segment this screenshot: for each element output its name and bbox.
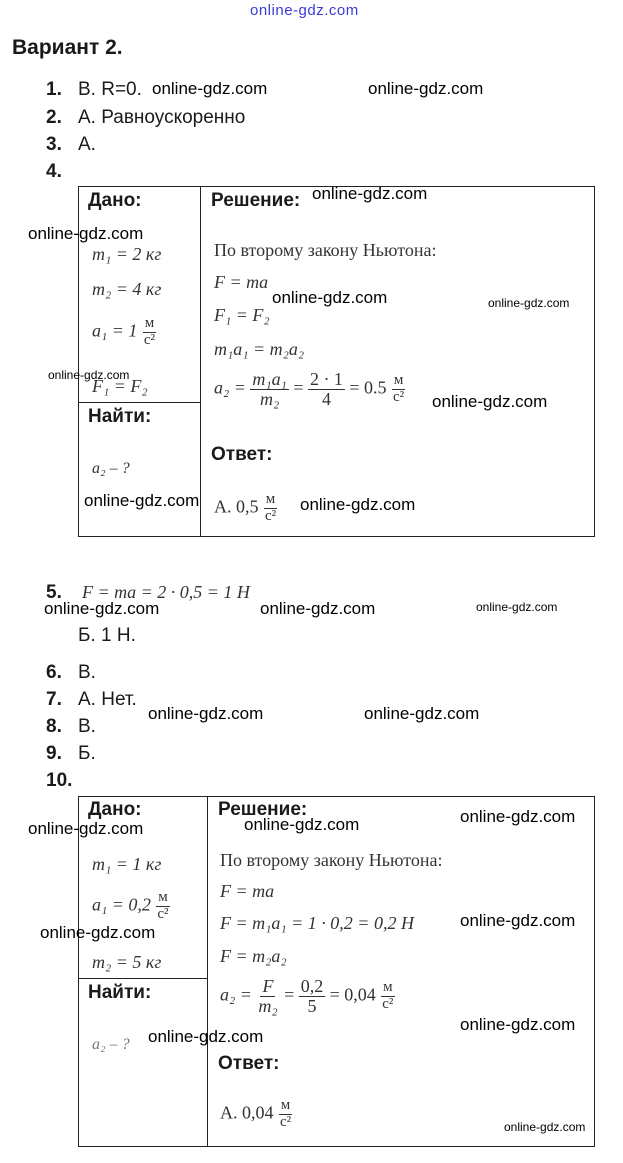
item-answer: В. R=0.: [78, 79, 142, 100]
given-m1: m₁ = 1 кг: [92, 854, 162, 874]
watermark: online-gdz.com: [272, 288, 388, 307]
watermark: online-gdz.com: [300, 495, 416, 514]
item-number: 7.: [46, 689, 62, 710]
watermark: online-gdz.com: [44, 599, 160, 618]
equation-fraction: a₂ = $\frac{F}{\text{m₂}}$ = $\frac{0,2}{5}$ = 0,04 $\frac{м}{\text{с²}}$: [220, 976, 394, 1016]
item-answer: F = ma = 2 · 0,5 = 1 Н: [82, 582, 250, 602]
item-answer: В.: [78, 662, 96, 683]
item-answer: А. Нет.: [78, 689, 137, 710]
item-answer: Б.: [78, 743, 96, 764]
item-number: 3.: [46, 134, 62, 155]
watermark: online-gdz.com: [260, 599, 376, 618]
law-text: По второму закону Ньютона:: [214, 240, 437, 260]
watermark: online-gdz.com: [28, 224, 144, 243]
item-number: 4.: [46, 161, 62, 182]
given-m1: m₁ = 2 кг: [92, 244, 162, 264]
watermark: online-gdz.com: [432, 392, 548, 411]
item-number: 8.: [46, 716, 62, 737]
find-value: a₂ – ?: [92, 1036, 130, 1053]
answer-value: А. 0,04 $\frac{м}{\text{с²}}$: [220, 1097, 292, 1130]
watermark: online-gdz.com: [48, 368, 130, 382]
watermark: online-gdz.com: [148, 1027, 264, 1046]
equation-fraction: a₂ = $\frac{\text{m₁a₁}}{\text{m₂}}$ = $\frac{2 \cdot 1}{4}$ = 0.5 $\frac{м}{\text{с²}}$: [214, 369, 405, 409]
item-number: 10.: [46, 770, 73, 791]
solution-label: Решение:: [211, 190, 301, 211]
watermark: online-gdz.com: [476, 600, 558, 614]
page-title: Вариант 2.: [12, 36, 123, 59]
watermark: online-gdz.com: [148, 704, 264, 723]
given-label: Дано:: [88, 190, 142, 211]
watermark: online-gdz.com: [488, 296, 570, 310]
equation: F = ma: [220, 881, 275, 901]
watermark: online-gdz.com: [312, 184, 428, 203]
given-m2: m₂ = 5 кг: [92, 952, 162, 972]
given-a1: a₁ = 0,2 $\frac{м}{\text{с²}}$: [92, 889, 169, 922]
item-number: 6.: [46, 662, 62, 683]
find-label: Найти:: [88, 982, 152, 1003]
item-answer: А. Равноускоренно: [78, 107, 246, 128]
equation: F = ma: [214, 272, 269, 292]
item-number: 2.: [46, 107, 62, 128]
watermark: online-gdz.com: [460, 1015, 576, 1034]
watermark: online-gdz.com: [152, 79, 268, 98]
watermark: online-gdz.com: [84, 491, 200, 510]
answer-label: Ответ:: [218, 1053, 280, 1074]
watermark: online-gdz.com: [40, 923, 156, 942]
given-f1f2: F₁ = F₂: [92, 376, 148, 396]
find-value: a₂ – ?: [92, 460, 130, 477]
watermark: online-gdz.com: [28, 819, 144, 838]
watermark: online-gdz.com: [244, 815, 360, 834]
given-a1: a₁ = 1 $\frac{м}{\text{с²}}$: [92, 315, 156, 348]
answer-value: А. 0,5 $\frac{м}{\text{с²}}$: [214, 491, 277, 524]
watermark: online-gdz.com: [364, 704, 480, 723]
watermark: online-gdz.com: [460, 911, 576, 930]
equation: m₁a₁ = m₂a₂: [214, 339, 305, 359]
law-text: По второму закону Ньютона:: [220, 850, 443, 870]
item-answer: Б. 1 Н.: [78, 625, 136, 646]
solution-label: Решение:: [218, 799, 308, 820]
item-number: 1.: [46, 79, 62, 100]
given-label: Дано:: [88, 799, 142, 820]
header-watermark: online-gdz.com: [250, 2, 359, 19]
item-answer: А.: [78, 134, 96, 155]
equation: F = m₁a₁ = 1 · 0,2 = 0,2 Н: [220, 913, 414, 933]
watermark: online-gdz.com: [368, 79, 484, 98]
item-answer: В.: [78, 716, 96, 737]
item-number: 5.: [46, 582, 62, 603]
item-number: 9.: [46, 743, 62, 764]
find-label: Найти:: [88, 406, 152, 427]
watermark: online-gdz.com: [504, 1120, 586, 1134]
given-m2: m₂ = 4 кг: [92, 279, 162, 299]
equation: F = m₂a₂: [220, 946, 287, 966]
equation: F₁ = F₂: [214, 305, 270, 325]
answer-label: Ответ:: [211, 444, 273, 465]
watermark: online-gdz.com: [460, 807, 576, 826]
